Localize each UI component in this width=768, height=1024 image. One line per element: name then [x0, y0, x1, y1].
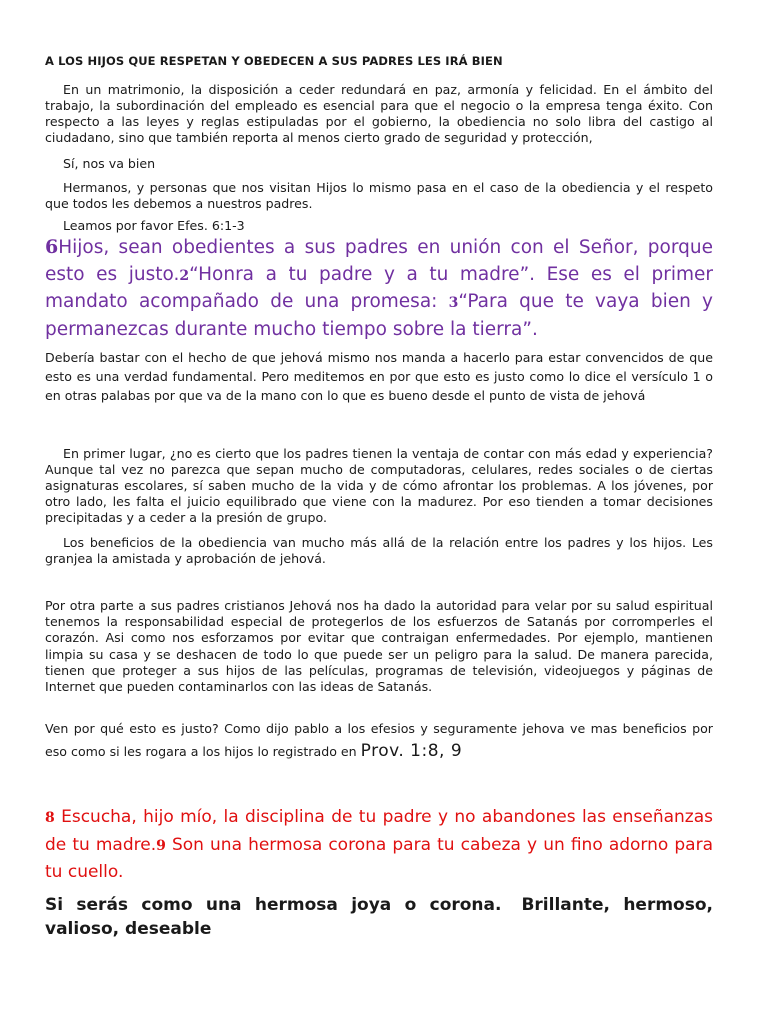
paragraph-ven-por-que [45, 718, 713, 763]
paragraph-text: Ven por qué esto es justo? Como dijo pablo a los efesios y seguramente jehova ve mas beneficios por eso como si les rogara a los hijos lo registrado en [45, 721, 713, 759]
verse-number: 9 [156, 837, 166, 854]
verse-text: Son una hermosa corona para tu cabeza y un fino adorno para tu cuello. [45, 834, 713, 882]
paragraph-deberia-bastar: Debería bastar con el hecho de que jehová mismo nos manda a hacerlo para estar convencidos de que esto es una verdad fundamental. Pero meditemos en por que esto es justo como lo dice el versículo 1 o en otras palabas por que va de la mano con lo que es bueno desde el punto de vista de jehová [45, 350, 713, 403]
verse-number: 2 [179, 267, 190, 284]
document-title: A LOS HIJOS QUE RESPETAN Y OBEDECEN A SUS PADRES LES IRÁ BIEN [45, 54, 503, 68]
paragraph-si-nos-va-bien: Sí, nos va bien [63, 156, 156, 171]
verse-text: “Honra a tu padre y a tu madre”. Ese es el primer mandato acompañado de una promesa: [45, 263, 713, 312]
verse-text: Hijos, sean obedientes a sus padres en unión con el Señor, porque esto es justo. [45, 237, 713, 285]
paragraph-padres-cristianos: Por otra parte a sus padres cristianos Jehová nos ha dado la autoridad para velar por su salud espiritual tenemos la responsabilidad especial de protegerlos de los esfuerzos de Satanás por corromperles el corazón. Asi como nos esforzamos por evitar que contraigan enfermedades. Por ejemplo, mantienen limpia su casa y se deshacen de todo lo que puede ser un peligro para la salud. De manera parecida, tienen que proteger a sus hijos de las películas, programas de televisión, videojuegos y páginas de Internet que pueden contaminarlos con las ideas de Satanás. [45, 598, 713, 695]
closing-statement [45, 893, 713, 941]
paragraph-en-primer-lugar: En primer lugar, ¿no es cierto que los padres tienen la ventaja de contar con más edad y experiencia? Aunque tal vez no parezca que sepan mucho de computadoras, celulares, redes sociales o de ciertas asignaturas escolares, sí saben mucho de la vida y de cómo afrontar los problemas. A los jóvenes, por otro lado, les falta el juicio equilibrado que viene con la madurez. Por eso tienden a tomar decisiones precipitadas y a ceder a la presión de grupo. [45, 446, 713, 525]
scripture-reference: Prov. 1:8, 9 [360, 741, 463, 761]
verse-number: 3 [448, 295, 459, 311]
verse-text: “Para que te vaya bien y permanezcas durante mucho tiempo sobre la tierra”. [45, 291, 713, 340]
paragraph-matrimonio: En un matrimonio, la disposición a ceder redundará en paz, armonía y felicidad. En el ámbito del trabajo, la subordinación del empleado es esencial para que el negocio o la empresa tenga éxito. Con respecto a las leyes y reglas estipuladas por el gobierno, la obediencia no solo libra del castigo al ciudadano, sino que también reporta al menos cierto grado de seguridad y protección, [45, 82, 713, 145]
ephesians-passage [45, 234, 713, 343]
verse-number: 6 [45, 236, 59, 258]
proverbs-passage [45, 804, 713, 886]
closing-adjectives: Brillante, hermoso, valioso, deseable [45, 895, 713, 939]
paragraph-leamos: Leamos por favor Efes. 6:1-3 [63, 218, 245, 233]
verse-text: Escucha, hijo mío, la disciplina de tu padre y no abandones las enseñanzas de tu madre. [45, 807, 713, 855]
verse-number: 8 [45, 810, 55, 826]
closing-text: Si serás como una hermosa joya o corona. [45, 895, 502, 915]
paragraph-beneficios: Los beneficios de la obediencia van mucho más allá de la relación entre los padres y los hijos. Les granjea la amistada y aprobación de jehová. [45, 535, 713, 566]
paragraph-hermanos: Hermanos, y personas que nos visitan Hijos lo mismo pasa en el caso de la obediencia y el respeto que todos les debemos a nuestros padres. [45, 180, 713, 211]
